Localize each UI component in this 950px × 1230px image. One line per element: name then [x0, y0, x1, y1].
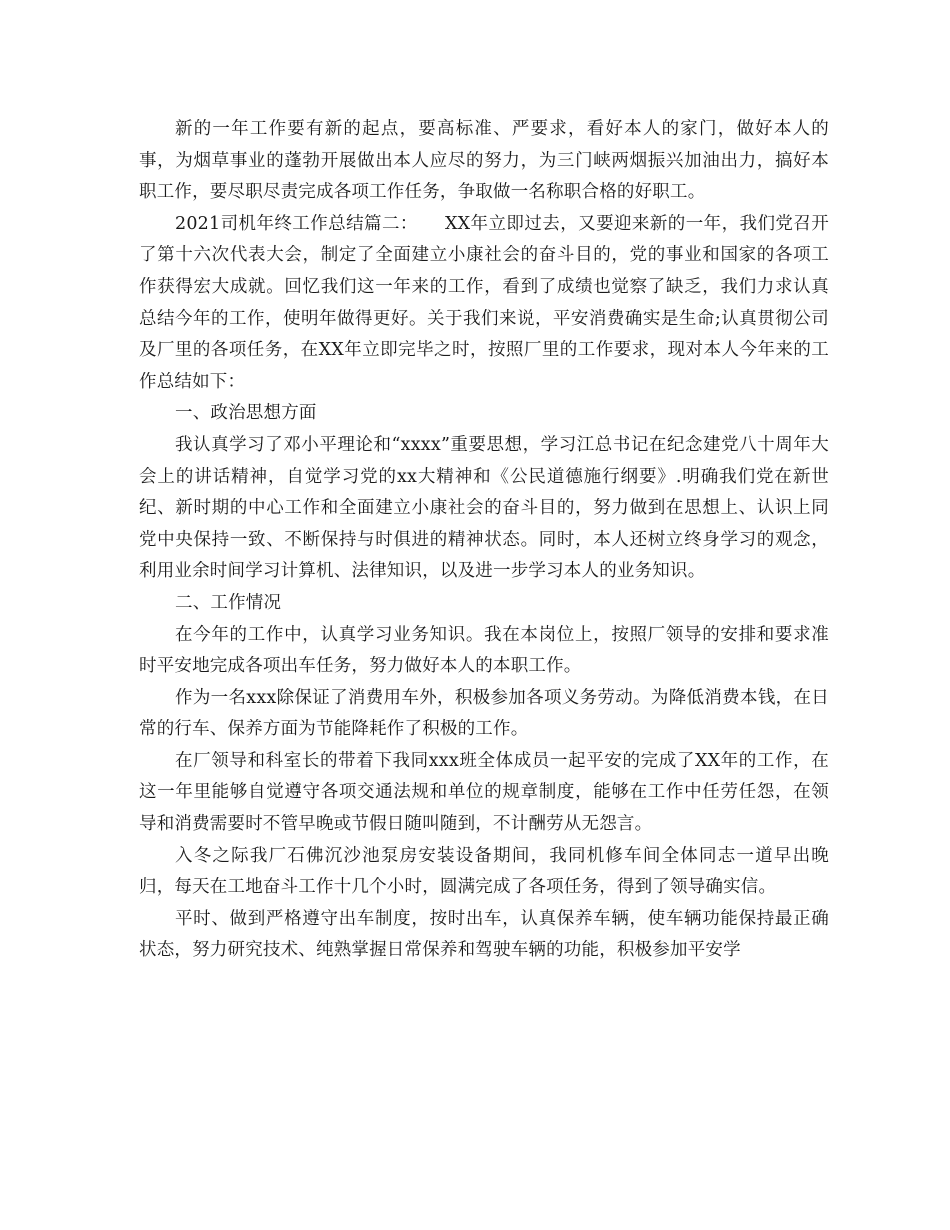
paragraph-3: 我认真学习了邓小平理论和“xxxx”重要思想，学习江总书记在纪念建党八十周年大会上的讲话精神，自觉学习党的xx大精神和《公民道德施行纲要》.明确我们党在新世纪、新时期的中心工作和全面建立小康社会的奋斗目的，努力做到在思想上、认识上同党中央保持一致、不断保持与时俱进的精神状态。同时，本人还树立终身学习的观念，利用业余时间学习计算机、法律知识，以及进一步学习本人的业务知识。: [139, 434, 829, 582]
paragraph-8: 平时、做到严格遵守出车制度，按时出车，认真保养车辆，使车辆功能保持最正确状态，努力研究技术、纯熟掌握日常保养和驾驶车辆的功能，积极参加平安学: [139, 908, 829, 961]
paragraph-4: 在今年的工作中，认真学习业务知识。我在本岗位上，按照厂领导的安排和要求准时平安地完成各项出车任务，努力做好本人的本职工作。: [139, 624, 829, 677]
paragraph-1: 新的一年工作要有新的起点，要高标准、严要求，看好本人的家门，做好本人的事，为烟草事业的蓬勃开展做出本人应尽的努力，为三门峡两烟振兴加油出力，搞好本职工作，要尽职尽责完成各项工作任务，争取做一名称职合格的好职工。: [139, 119, 829, 203]
section-heading-politics: 一、政治思想方面: [175, 403, 317, 424]
paragraph-6: 在厂领导和科室长的带着下我同xxx班全体成员一起平安的完成了XX年的工作，在这一年里能够自觉遵守各项交通法规和单位的规章制度，能够在工作中任劳任怨，在领导和消费需要时不管早晚或节假日随叫随到，不计酬劳从无怨言。: [139, 750, 829, 835]
document-body: [139, 114, 829, 967]
section-heading-work: 二、工作情况: [175, 592, 282, 613]
paragraph-7: 入冬之际我厂石佛沉沙池泵房安装设备期间，我同机修车间全体同志一道早出晚归，每天在工地奋斗工作十几个小时，圆满完成了各项任务，得到了领导确实信。: [139, 845, 829, 898]
paragraph-5: 作为一名xxx除保证了消费用车外，积极参加各项义务劳动。为降低消费本钱，在日常的行车、保养方面为节能降耗作了积极的工作。: [139, 687, 829, 740]
paragraph-2: 2021司机年终工作总结篇二： XX年立即过去，又要迎来新的一年，我们党召开了第十六次代表大会，制定了全面建立小康社会的奋斗目的，党的事业和国家的各项工作获得宏大成就。回忆我们这一年来的工作，看到了成绩也觉察了缺乏，我们力求认真总结今年的工作，使明年做得更好。关于我们来说，平安消费确实是生命;认真贯彻公司及厂里的各项任务，在XX年立即完毕之时，按照厂里的工作要求，现对本人今年来的工作总结如下：: [139, 213, 829, 392]
